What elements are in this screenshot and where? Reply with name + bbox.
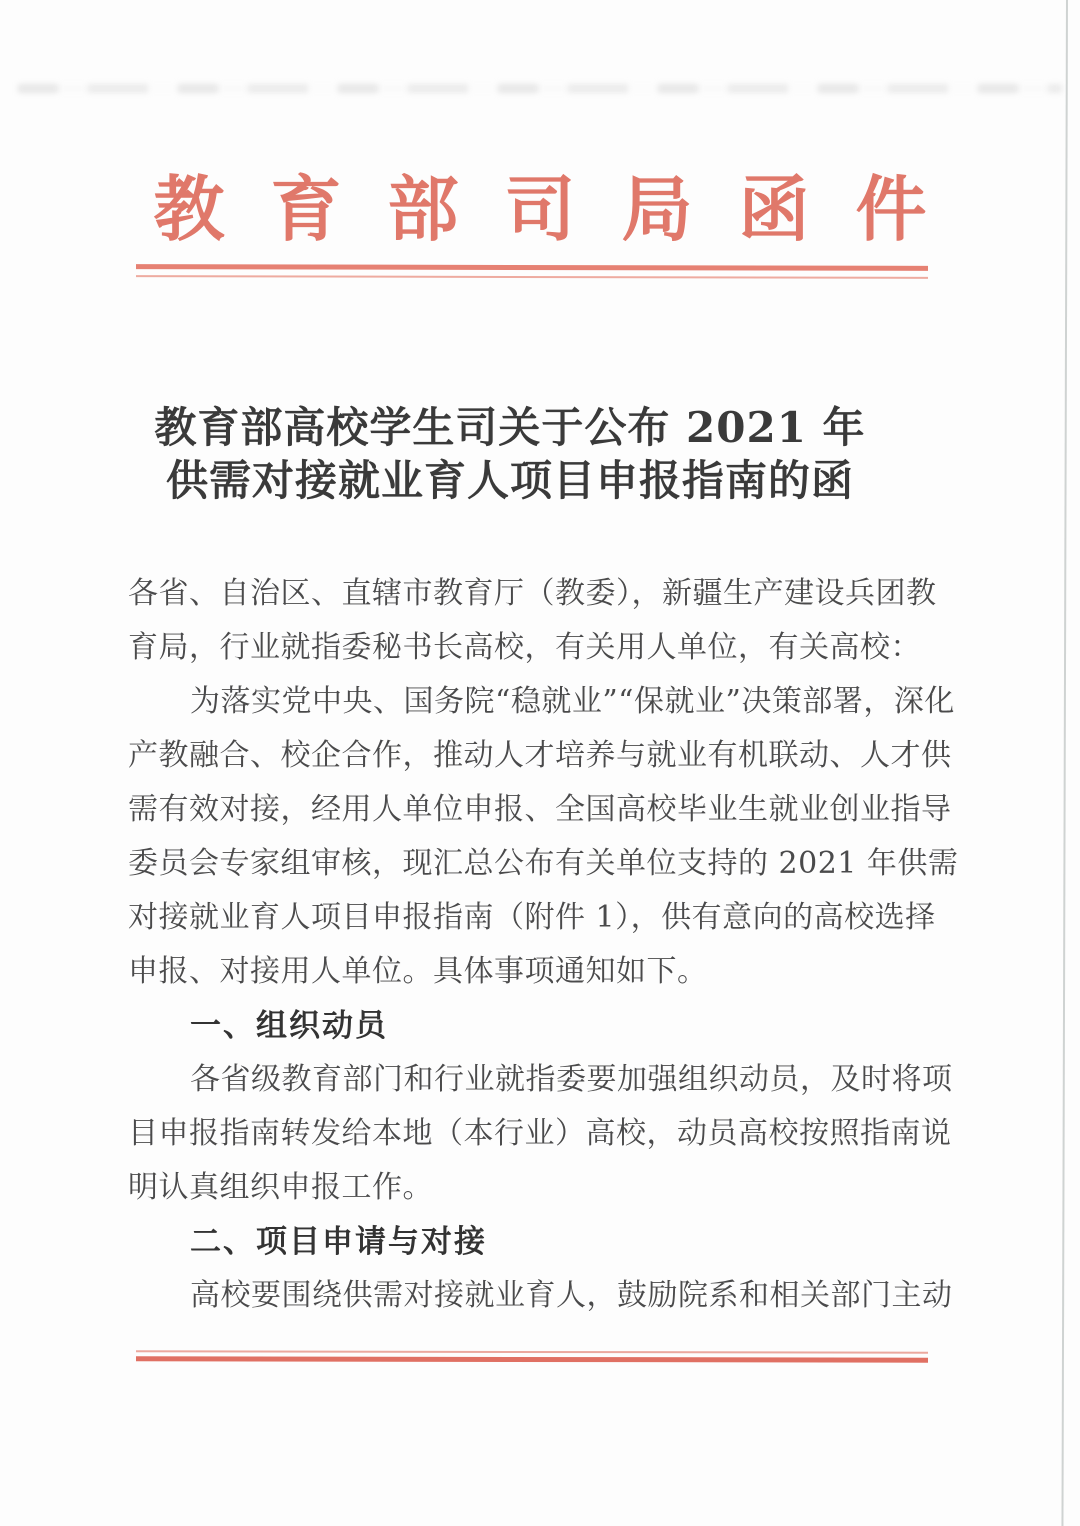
top-rule-thin — [136, 275, 928, 279]
body-line: 明认真组织申报工作。 — [128, 1170, 433, 1205]
bottom-rule-thin — [136, 1350, 928, 1353]
bottom-rule-thick — [136, 1356, 928, 1362]
section-heading: 二、项目申请与对接 — [190, 1224, 487, 1260]
body-line: 目申报指南转发给本地（本行业）高校，动员高校按照指南说 — [128, 1116, 952, 1151]
body-line: 需有效对接，经用人单位申报、全国高校毕业生就业创业指导 — [128, 792, 952, 827]
body-line: 高校要围绕供需对接就业育人，鼓励院系和相关部门主动 — [190, 1278, 953, 1313]
body-line: 各省、自治区、直辖市教育厅（教委），新疆生产建设兵团教 — [128, 576, 937, 611]
body-line: 申报、对接用人单位。具体事项通知如下。 — [128, 954, 708, 989]
body-line: 对接就业育人项目申报指南（附件 1），供有意向的高校选择 — [128, 900, 936, 935]
document-title — [68, 401, 952, 507]
body-line: 委员会专家组审核，现汇总公布有关单位支持的 2021 年供需 — [128, 846, 959, 881]
document-title-line-2: 供需对接就业育人项目申报指南的函 — [165, 456, 854, 505]
document-body — [128, 567, 958, 1323]
letterhead-title: 教育部司局函件 — [153, 167, 973, 251]
body-line: 各省级教育部门和行业就指委要加强组织动员，及时将项 — [190, 1062, 953, 1097]
body-line: 为落实党中央、国务院“稳就业”“保就业”决策部署，深化 — [190, 684, 955, 719]
body-line: 产教融合、校企合作，推动人才培养与就业有机联动、人才供 — [128, 738, 952, 773]
top-rule-thick — [136, 264, 928, 271]
document-title-line-1: 教育部高校学生司关于公布 2021 年 — [154, 403, 866, 452]
body-line: 育局，行业就指委秘书长高校，有关用人单位，有关高校： — [128, 630, 921, 665]
section-heading: 一、组织动员 — [190, 1008, 388, 1044]
scan-artifact-band — [18, 84, 1062, 93]
